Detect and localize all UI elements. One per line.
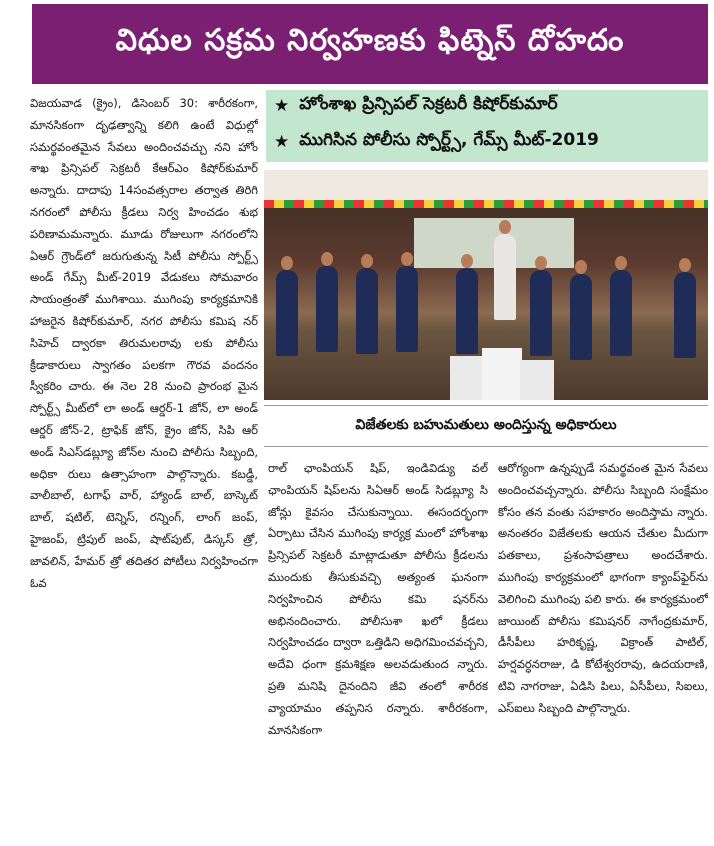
paragraph: ఆరోగ్యంగా ఉన్నప్పుడే సమర్థవంత మైన సేవలు అందించవచ్చన్నారు. పోలీసు సిబ్బంది సంక్షేమం కోసం తన వంతు సహకారం అందిస్తామ న్నారు. అనంతరం విజేతలకు ఆయన చేతుల మీదుగా పతకాలు, ప్రశంసాపత్రాలు అందచేశారు. ముగింపు కార్యక్రమంలో భాగంగా క్యాంప్‌ఫైర్‌ను వెలిగించి ముగింపు పలి కారు. ఈ కార్యక్రమంలో జాయింట్ పోలీసు కమిషనర్ నాగేంద్రకుమార్, డీసీపీలు హరికృష్ణ, విక్రాంత్ పాటిల్, హర్షవర్ధనరాజు, డి కోటేశ్వరరావు, ఉదయరాణి, టివి నాగరాజు, ఏడిసి పిలు, ఏసీపీలు, సిఐలు, ఎస్ఐలు సిబ్బంది పాల్గొన్నారు. — [498, 461, 708, 715]
official-figure — [674, 272, 696, 358]
article-column-1 — [30, 93, 258, 841]
athlete-figure — [530, 270, 552, 356]
subheading-text: హోంశాఖ ప్రిన్సిపల్ సెక్రటరీ కిషోర్‌కుమార్ — [299, 94, 558, 114]
official-figure — [396, 266, 418, 352]
article-column-3 — [498, 458, 708, 843]
athlete-figure — [494, 234, 516, 320]
podium-second — [450, 356, 484, 400]
subheading-box — [266, 90, 708, 162]
subheading-1 — [274, 94, 558, 118]
official-figure — [316, 266, 338, 352]
official-figure — [570, 274, 592, 360]
star-icon: ★ — [274, 96, 290, 116]
bunting — [264, 200, 708, 208]
athlete-figure — [456, 268, 478, 354]
podium-third — [520, 360, 554, 400]
official-figure — [610, 270, 632, 356]
paragraph: రాల్ ఛాంపియన్ షిప్, ఇండివిడ్యు వల్ ఛాంపియన్ షిప్‌లను సిఏఆర్ అండ్ సిడబ్ల్యూ సి జోన్లు కైవసం చేసుకున్నాయి. ఈసందర్భంగా ఏర్పాటు చేసిన ముగింపు కార్యక్ర మంలో హోంశాఖ ప్రిన్సిపల్ సెక్రటరీ మాట్లాడుతూ పోలీసు క్రీడలను ముందుకు తీసుకువచ్చి అత్యంత ఘనంగా నిర్వహించిన పోలీసు కమి షనర్‌ను అభినందించారు. పోలీసుశా ఖలో క్రీడలు నిర్వహించడం ద్వారా ఒత్తిడిని అధిగమించవచ్చని, అదేవి ధంగా క్రమశిక్షణ అలవడుతుంద న్నారు. ప్రతి మనిషి దైనందిని జీవి తంలో శారీరక వ్యాయామం తప్పనిస రన్నారు. శారీరకంగా, మానసికంగా — [268, 461, 488, 737]
article-column-2 — [268, 458, 488, 843]
paragraph: విజయవాడ (క్రైం), డిసెంబర్ 30: శారీరకంగా, మానసికంగా దృఢత్వాన్ని కలిగి ఉంటే విధుల్లో సమర్థవంతమైన సేవలు అందించవచ్చు నని హోం శాఖ ప్రిన్సిపల్ సెక్రటరీ కేఆర్ఎం కిషోర్‌కుమార్ అన్నారు. దాదాపు 14సంవత్సరాల తర్వాత తిరిగి నగరంలో పోలీసు క్రీడలు నిర్వ హించడం శుభ పరిణామమన్నారు. మూడు రోజులుగా నగరంలోని ఏఆర్ గ్రౌండ్‌లో జరుగుతున్న సిటీ పోలీసు స్పోర్ట్స్ అండ్ గేమ్స్ మీట్-2019 వేడుకలు సోమవారం సాయంత్రంతో ముగిశాయి. ముగింపు కార్యక్రమానికి హాజరైన కిషోర్‌కుమార్, నగర పోలీసు కమిష నర్ సిహెచ్ ద్వారకా తిరుమలరావు లకు పోలీసు క్రీడాకారులు స్వాగతం పలకగా గౌరవ వందనం స్వీకరిం చారు. ఈ నెల 28 నుంచి ప్రారంభ మైన స్పోర్ట్స్ మీట్‌లో లా అండ్ ఆర్డర్-1 జోన్, లా అండ్ ఆర్డర్ జోన్-2, ట్రాఫిక్ జోన్, క్రైం జోన్, సిపి ఆర్ అండ్ సిఎస్‌డబ్ల్యూ జోన్‌ల నుంచి పోలీసు సిబ్బంది, అధికా రులు ఉత్సాహంగా పాల్గొన్నారు. కబడ్డీ, వాలీబాల్, టగాఫ్ వార్, హ్యాండ్ బాల్, బాస్కెట్ బాల్, షటిల్, టెన్నిస్, రన్నింగ్, లాంగ్ జంప్, హైజంప్, ట్రిపుల్ జంప్, షాట్‌పుట్, డిస్కస్ త్రో, జావలిన్, హేమర్ త్రో తదితర పోటీలు నిర్వహించగా ఓవ — [30, 96, 258, 590]
official-figure — [356, 268, 378, 354]
event-photo — [264, 170, 708, 400]
podium-first — [482, 348, 522, 400]
tent-canopy — [264, 170, 708, 204]
photo-caption: విజేతలకు బహుమతులు అందిస్తున్న అధికారులు — [355, 416, 617, 433]
caption-rule — [264, 446, 708, 447]
headline: విధుల సక్రమ నిర్వహణకు ఫిట్నెస్ దోహదం — [32, 4, 708, 84]
subheading-2 — [274, 130, 599, 154]
subheading-text: ముగిసిన పోలీసు స్పోర్ట్స్, గేమ్స్ మీట్-2019 — [299, 130, 599, 150]
official-figure — [276, 270, 298, 356]
star-icon: ★ — [274, 132, 290, 152]
